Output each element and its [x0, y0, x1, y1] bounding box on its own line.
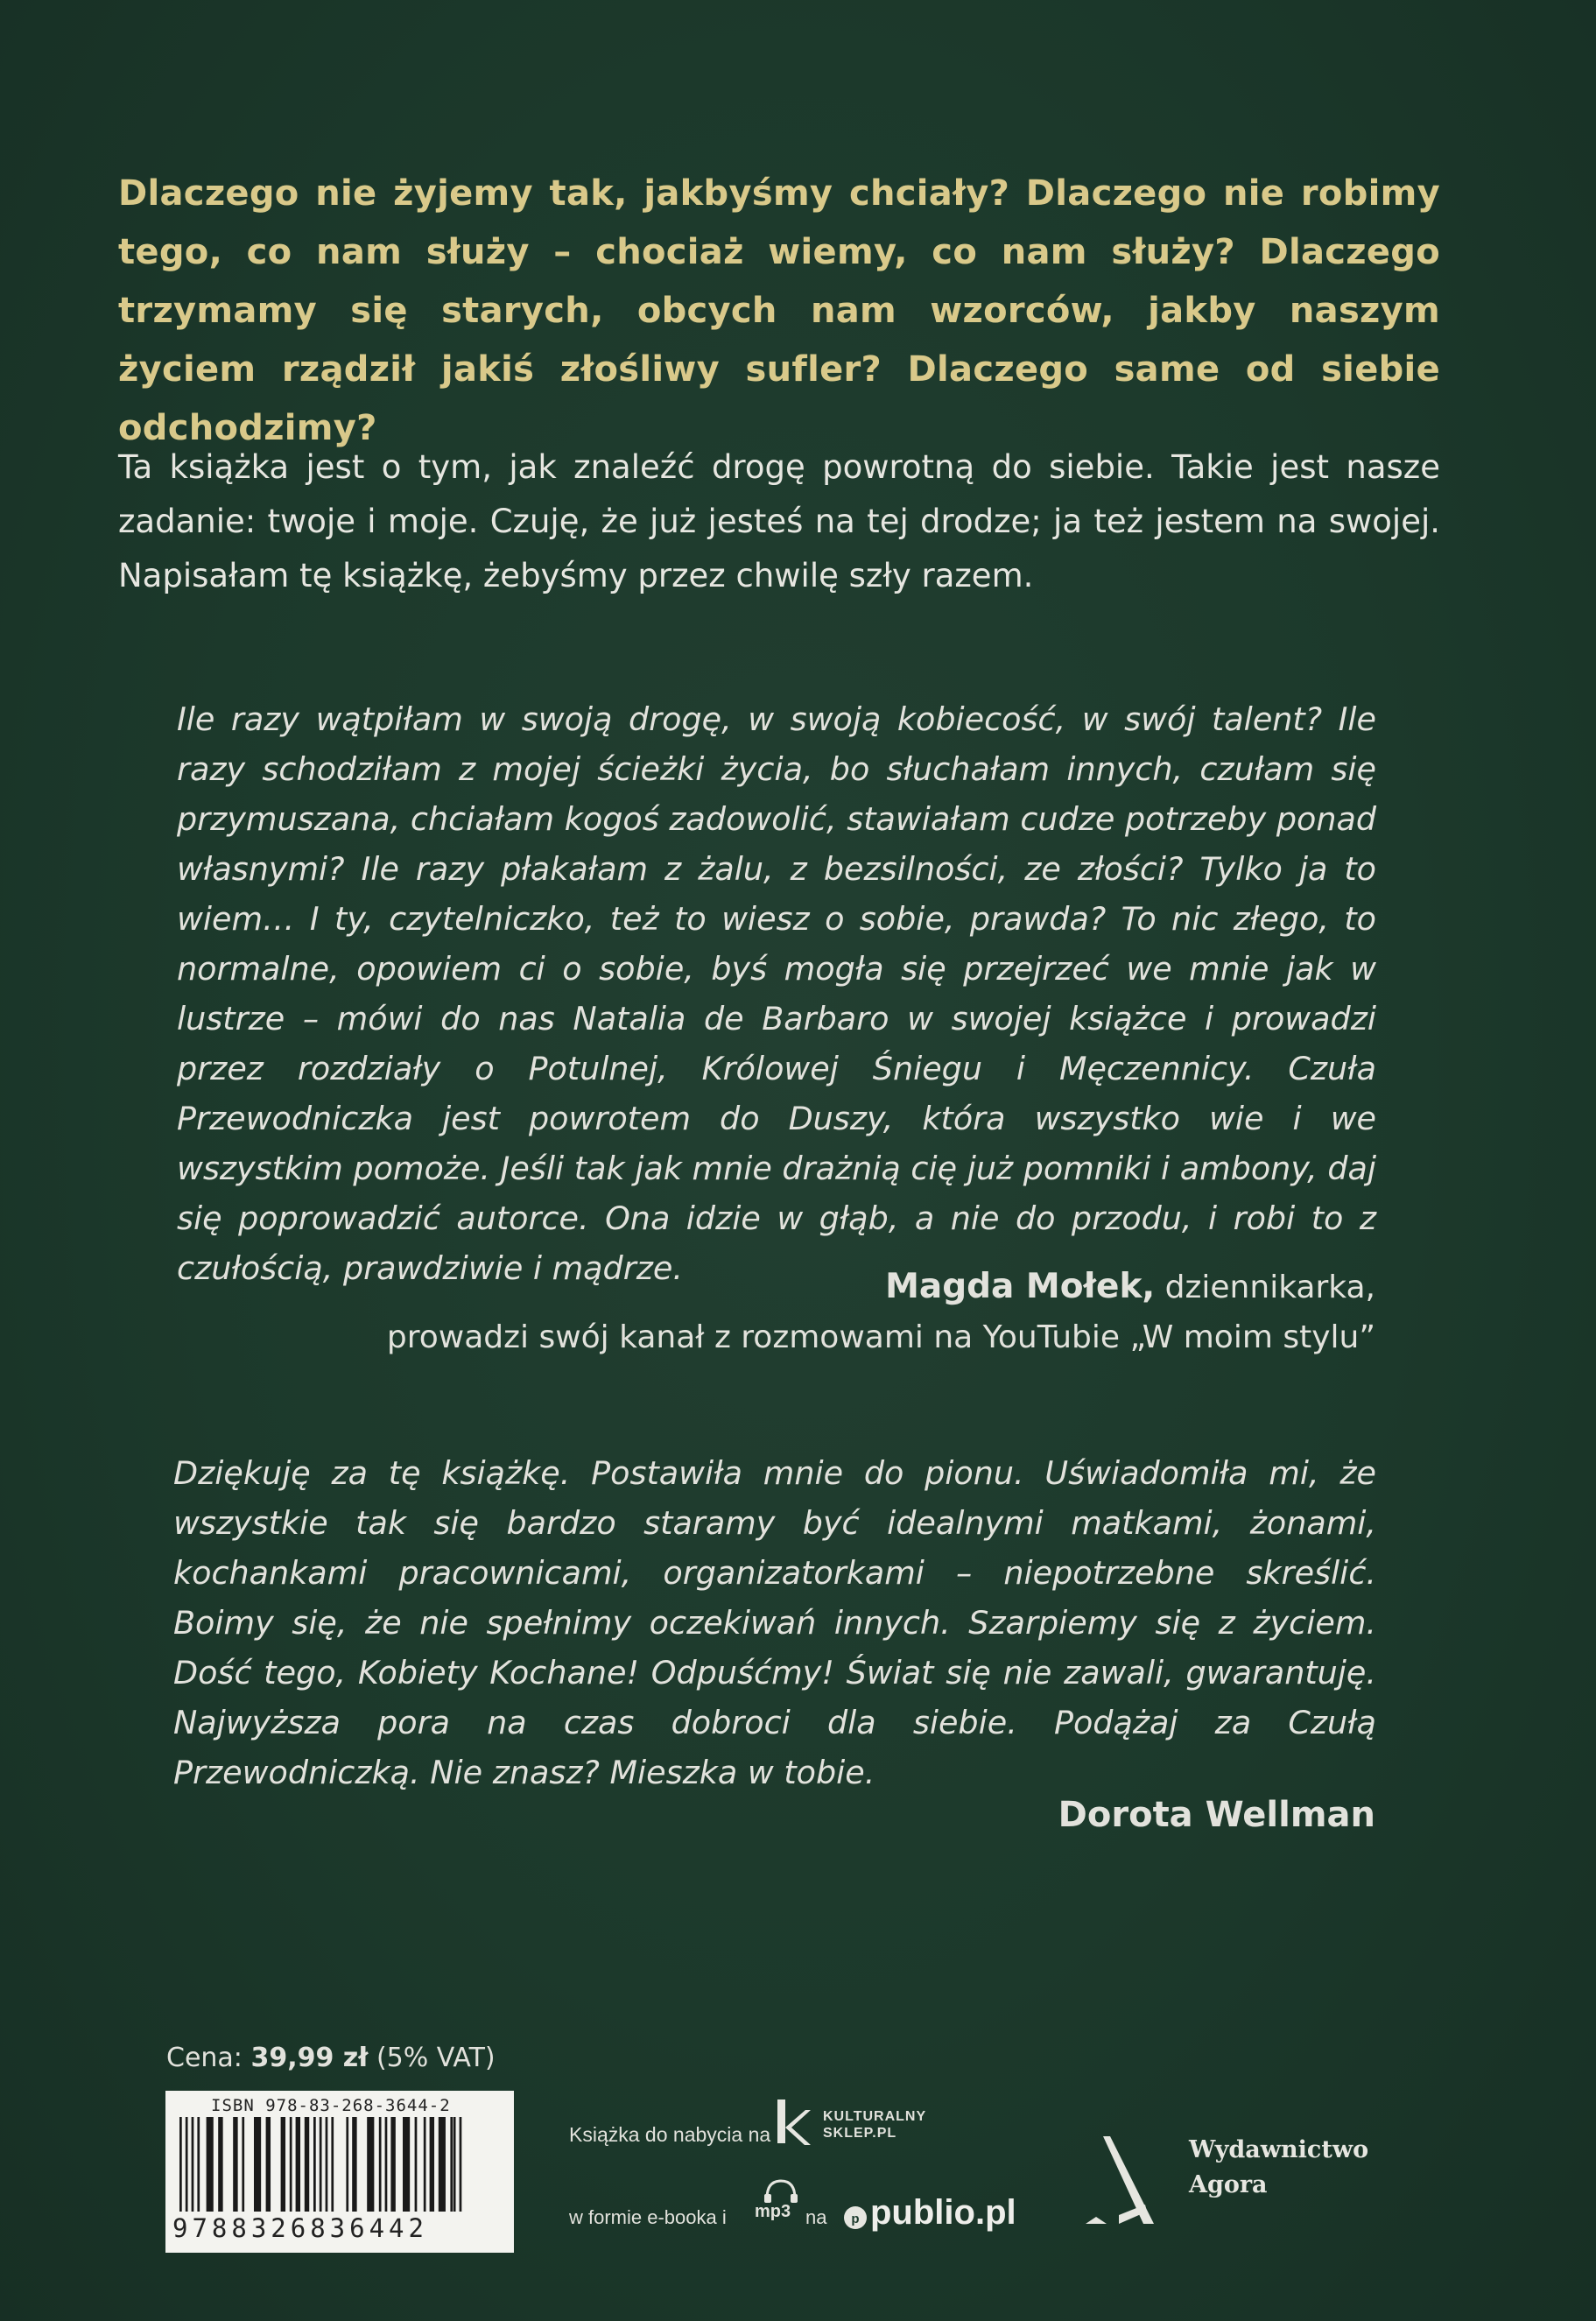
- barcode-bar: [207, 2117, 214, 2212]
- barcode-bar: [186, 2117, 188, 2212]
- barcode-bar: [379, 2117, 382, 2212]
- svg-text:p: p: [851, 2212, 860, 2226]
- blurb-attribution: [387, 1262, 1375, 1362]
- barcode-bar: [439, 2117, 446, 2212]
- publisher-line1: Wydawnictwo: [1189, 2136, 1369, 2163]
- barcode-bar: [266, 2117, 271, 2212]
- barcode-bar: [390, 2117, 395, 2212]
- barcode-bar: [254, 2117, 261, 2212]
- blurb-author-role: dziennikarka,: [1155, 1270, 1375, 1305]
- barcode-bar: [179, 2117, 182, 2212]
- barcode-bar: [290, 2117, 292, 2212]
- publio-logo-icon: [843, 2205, 868, 2230]
- blurb-author: Magda Mołek,: [885, 1267, 1156, 1306]
- barcode-bar: [460, 2117, 462, 2212]
- headphones-icon: [762, 2177, 800, 2204]
- barcode-bar: [415, 2117, 418, 2212]
- blurb-author: Dorota Wellman: [1058, 1795, 1375, 1835]
- kulturalny-sklep-link[interactable]: [823, 2108, 926, 2142]
- publisher-name: [1189, 2133, 1368, 2203]
- ebook-text: w formie e-booka i: [569, 2206, 727, 2228]
- barcode-bar: [192, 2117, 194, 2212]
- blurb-quote: Ile razy wątpiłam w swoją drogę, w swoją kobiecość, w swój talent? Ile razy schodziłam z mojej ścieżki życia, bo słuchałam innych, czułam się przymuszana, chciałam kogoś zadowolić, stawiałam cudze potrzeby ponad własnymi? Ile razy płakałam z żalu, z bezsilności, ze złości? Tylko ja to wiem… I ty, czytelniczko, też to wiesz o sobie, prawda? To nic złego, to normalne, opowiem ci o sobie, byś mogła się przejrzeć we mnie jak w lustrze – mówi do nas Natalia de Barbaro w swojej książce i prowadzi przez rozdziały o Potulnej, Królowej Śniegu i Męczennicy. Czuła Przewodniczka jest powrotem do Duszy, która wszystko wie i we wszystkim pomoże. Jeśli tak jak mnie drażnią cię już pomniki i ambony, daj się poprowadzić autorce. Ona idzie w głąb, a nie do przodu, i robi to z czułością, prawdziwie i mądrze.: [177, 700, 1376, 1287]
- barcode-bar: [296, 2117, 300, 2212]
- barcode-bar: [430, 2117, 434, 2212]
- barcode-bar: [385, 2117, 388, 2212]
- barcode-bar: [281, 2117, 285, 2212]
- barcode-bar: [320, 2117, 322, 2212]
- isbn-number: ISBN 978-83-268-3644-2: [211, 2096, 451, 2115]
- barcode-bar: [218, 2117, 222, 2212]
- barcode-bar: [331, 2117, 334, 2212]
- barcode-bar: [450, 2117, 453, 2212]
- barcode-bar: [242, 2117, 244, 2212]
- publio-link[interactable]: publio.pl: [870, 2193, 1016, 2232]
- barcode-bar: [313, 2117, 316, 2212]
- blurb-attribution: [1058, 1790, 1375, 1841]
- agora-logo-icon: [1084, 2136, 1180, 2233]
- kulturalny-sklep-logo-icon: [772, 2098, 816, 2149]
- barcode-bar: [233, 2117, 237, 2212]
- barcode-bar: [424, 2117, 426, 2212]
- intro-paragraph: Ta książka jest o tym, jak znaleźć drogę powrotną do siebie. Takie jest nasze zadanie: twoje i moje. Czuję, że już jesteś na tej drodze; ja też jestem na swojej. Napisałam tę książkę, żebyśmy przez chwilę szły razem.: [118, 448, 1440, 594]
- mp3-label: mp3: [755, 2202, 791, 2221]
- shop-name-line1: KULTURALNY: [823, 2109, 927, 2124]
- shop-name-line2: SKLEP.PL: [823, 2126, 897, 2141]
- barcode-bar: [326, 2117, 328, 2212]
- isbn-barcode: [165, 2091, 514, 2253]
- barcode-bar: [197, 2117, 200, 2212]
- barcode-bar: [403, 2117, 410, 2212]
- barcode-bars: [171, 2117, 509, 2215]
- price-label: [166, 2043, 496, 2073]
- blurb-quote: Dziękuję za tę książkę. Postawiła mnie do pionu. Uświadomiła mi, że wszystkie tak się bardzo staramy być idealnymi matkami, żonami, kochankami pracownicami, organizatorkami – niepotrzebne skreślić. Boimy się, że nie spełnimy oczekiwań innych. Szarpiemy się z życiem. Dość tego, Kobiety Kochane! Odpuśćmy! Świat się nie zawali, gwarantuję. Najwyższa pora na czas dobroci dla siebie. Podążaj za Czułą Przewodniczką. Nie znasz? Mieszka w tobie.: [173, 1454, 1376, 1791]
- price-prefix: Cena:: [166, 2043, 243, 2073]
- barcode-bar: [367, 2117, 374, 2212]
- lead-paragraph: Dlaczego nie żyjemy tak, jakbyśmy chciały? Dlaczego nie robimy tego, co nam służy – chociaż wiemy, co nam służy? Dlaczego trzymamy się starych, obcych nam wzorców, jakby naszym życiem rządził jakiś złośliwy sufler? Dlaczego same od siebie odchodzimy?: [118, 173, 1440, 448]
- publisher-line2: Agora: [1189, 2171, 1268, 2198]
- price-amount: 39,99 zł: [250, 2043, 369, 2073]
- barcode-bar: [305, 2117, 309, 2212]
- barcode-bar: [453, 2117, 456, 2212]
- ean-number: 9788326836442: [172, 2213, 428, 2243]
- na-text: na: [805, 2206, 827, 2228]
- barcode-bar: [352, 2117, 356, 2212]
- barcode-bar: [346, 2117, 348, 2212]
- blurb-author-role-detail: prowadzi swój kanał z rozmowami na YouTubie „W moim stylu”: [386, 1319, 1375, 1355]
- price-vat: (5% VAT): [376, 2043, 496, 2073]
- availability-text: Książka do nabycia na: [569, 2123, 771, 2146]
